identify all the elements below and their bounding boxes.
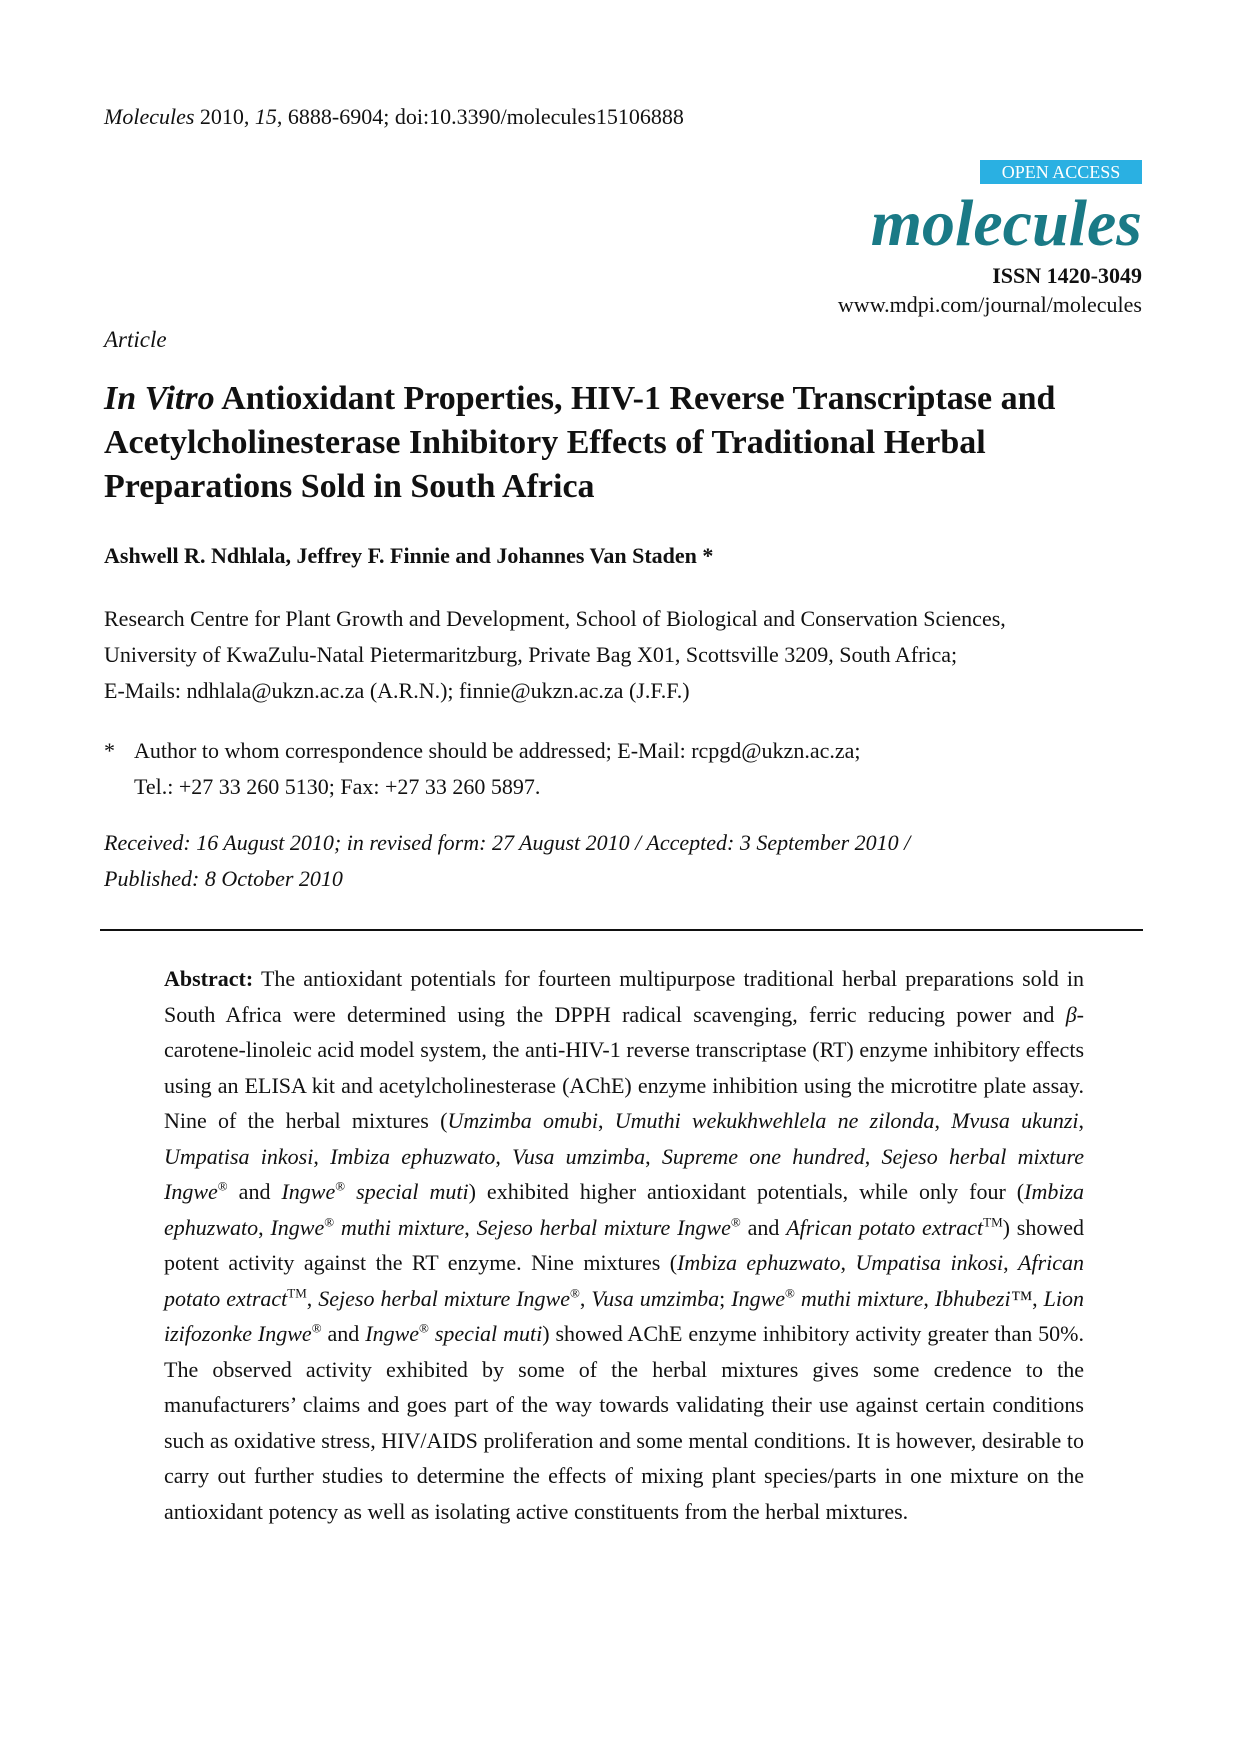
herbal-mixture-name: Ingwe — [365, 1321, 420, 1346]
abstract-text: and — [321, 1321, 366, 1346]
herbal-mixture-name: Supreme one hundred — [661, 1143, 865, 1169]
correspondence-line-2: Tel.: +27 33 260 5130; Fax: +27 33 260 5897. — [134, 774, 541, 799]
herbal-mixture-name: Ingwe — [270, 1214, 325, 1240]
affiliation — [104, 601, 1164, 709]
divider — [100, 929, 1143, 931]
herbal-mixture-name: Ingwe — [281, 1179, 336, 1204]
herbal-mixture-name: Sejeso herbal mixture Ingwe — [164, 1143, 1084, 1204]
journal-logo: molecules — [870, 187, 1142, 260]
abstract — [164, 961, 1084, 1529]
affiliation-line-2: University of KwaZulu-Natal Pietermaritzburg, Private Bag X01, Scottsville 3209, South Africa; — [104, 642, 958, 667]
abstract-text: and — [227, 1179, 282, 1204]
herbal-mixture-name: Sejeso herbal mixture Ingwe — [318, 1285, 570, 1311]
herbal-mixture-name: muthi mixture — [334, 1214, 465, 1240]
registered-mark: ® — [311, 1320, 322, 1336]
herbal-mixture-name: Umpatisa inkosi — [855, 1250, 1004, 1275]
citation-line — [104, 104, 684, 130]
registered-mark: ® — [785, 1285, 795, 1301]
publication-dates — [104, 825, 1164, 897]
registered-mark: ® — [217, 1178, 228, 1194]
dates-line-2: Published: 8 October 2010 — [104, 866, 343, 891]
registered-mark: ® — [730, 1214, 741, 1230]
affiliation-line-1: Research Centre for Plant Growth and Development, School of Biological and Conservation Sciences, — [104, 606, 1006, 631]
affiliation-emails: E-Mails: ndhlala@ukzn.ac.za (A.R.N.); finnie@ukzn.ac.za (J.F.F.) — [104, 678, 690, 703]
herbal-mixture-name: Umpatisa inkosi — [164, 1143, 314, 1169]
abstract-text: , — [495, 1143, 513, 1169]
dates-line-1: Received: 16 August 2010; in revised form: 27 August 2010 / Accepted: 3 September 2010 / — [104, 830, 911, 855]
herbal-mixture-name: Umuthi wekukhwehlela ne zilonda — [614, 1108, 935, 1133]
open-access-badge: OPEN ACCESS — [980, 160, 1142, 184]
herbal-mixture-name: Sejeso herbal mixture Ingwe — [476, 1214, 731, 1240]
article-type: Article — [104, 327, 167, 352]
abstract-beta: β — [1065, 1001, 1077, 1027]
correspondence-line-1: Author to whom correspondence should be addressed; E-Mail: rcpgd@ukzn.ac.za; — [134, 738, 861, 763]
abstract-text: The antioxidant potentials for fourteen multipurpose traditional herbal preparations sold in South Africa were determined using the DPPH radical scavenging, ferric reducing power and — [164, 966, 1084, 1027]
registered-mark: ® — [335, 1178, 346, 1194]
herbal-mixture-name: Imbiza ephuzwato — [330, 1143, 496, 1169]
herbal-mixture-name: special muti — [345, 1179, 469, 1204]
abstract-text: , — [1032, 1285, 1044, 1311]
correspondence — [104, 733, 1164, 805]
abstract-text: ) showed AChE enzyme inhibitory activity greater than 50%. The observed activity exhibited by some of the herbal mixtures gives some credence to the manufacturers’ claims and goes part of the way towards validating their use against certain conditions such as oxidative stress, HIV/AIDS proliferation and some mental conditions. It is however, desirable to carry out further studies to determine the effects of mixing plant species/parts in one mixture on the antioxidant potency as well as isolating active constituents from the herbal mixtures. — [164, 1321, 1084, 1524]
abstract-text: , — [864, 1143, 882, 1169]
herbal-mixture-name: Ibhubezi™ — [934, 1285, 1033, 1311]
abstract-text: , — [934, 1108, 952, 1133]
herbal-mixture-name: Vusa umzimba — [512, 1143, 646, 1169]
herbal-mixture-name: special muti — [428, 1321, 543, 1346]
abstract-text: , — [306, 1285, 319, 1311]
paper-title — [104, 377, 1144, 509]
herbal-mixture-name: Ingwe — [731, 1285, 786, 1311]
abstract-text: , — [313, 1143, 331, 1169]
abstract-text: -carotene-linoleic acid model system, the anti-HIV-1 reverse transcriptase (RT) enzyme inhibitory effects using an ELISA kit and acetylcholinesterase (AChE) enzyme inhibition using the microtitre plate assay. Nine of the herbal mixtures ( — [164, 1001, 1084, 1133]
issn: ISSN 1420-3049 — [992, 263, 1142, 288]
herbal-mixture-name: African potato extract — [164, 1250, 1085, 1311]
journal-url[interactable]: www.mdpi.com/journal/molecules — [837, 292, 1142, 317]
abstract-text: , — [1003, 1250, 1019, 1275]
herbal-mixture-name: Umzimba omubi — [447, 1108, 599, 1133]
herbal-mixture-name: Lion izifozonke Ingwe — [164, 1285, 1085, 1346]
registered-mark: ® — [569, 1285, 580, 1301]
abstract-text: ) exhibited higher antioxidant potentials, while only four ( — [468, 1179, 1025, 1204]
citation-doi: , 6888-6904; doi:10.3390/molecules15106888 — [276, 104, 684, 129]
registered-mark: ® — [324, 1214, 335, 1230]
abstract-label: Abstract: — [164, 966, 254, 991]
herbal-mixture-name: Imbiza ephuzwato — [164, 1179, 1085, 1240]
title-italic: In Vitro — [104, 380, 215, 417]
citation-year: 2010, — [194, 104, 255, 129]
title-rest: Antioxidant Properties, HIV-1 Reverse Transcriptase and Acetylcholinesterase Inhibitory Effects of Traditional Herbal Preparations Sold in South Africa — [104, 380, 1056, 505]
herbal-mixture-name: Mvusa ukunzi — [951, 1108, 1079, 1133]
abstract-text: , — [1078, 1108, 1085, 1133]
correspondence-star: * — [104, 738, 115, 763]
abstract-text: , — [464, 1214, 477, 1240]
abstract-text: , — [840, 1250, 856, 1275]
herbal-mixture-name: Imbiza ephuzwato — [677, 1250, 841, 1275]
abstract-text: , — [645, 1143, 662, 1169]
abstract-text: , — [258, 1214, 271, 1240]
herbal-mixture-name: muthi mixture — [794, 1285, 924, 1311]
citation-volume: 15 — [254, 104, 277, 129]
abstract-text: , — [598, 1108, 615, 1133]
abstract-text: , — [579, 1285, 592, 1311]
herbal-mixture-name: African potato extract — [786, 1214, 984, 1240]
abstract-text: , — [923, 1285, 935, 1311]
trademark-mark: TM — [983, 1214, 1003, 1230]
abstract-text: ) showed potent activity against the RT enzyme. Nine mixtures ( — [164, 1214, 1085, 1275]
journal-name: Molecules — [104, 104, 195, 129]
abstract-text: ; — [719, 1285, 732, 1311]
trademark-mark: TM — [287, 1285, 307, 1301]
herbal-mixture-name: Vusa umzimba — [591, 1285, 720, 1311]
abstract-text: and — [740, 1214, 787, 1240]
registered-mark: ® — [419, 1320, 429, 1336]
authors: Ashwell R. Ndhlala, Jeffrey F. Finnie and Johannes Van Staden * — [104, 543, 714, 568]
